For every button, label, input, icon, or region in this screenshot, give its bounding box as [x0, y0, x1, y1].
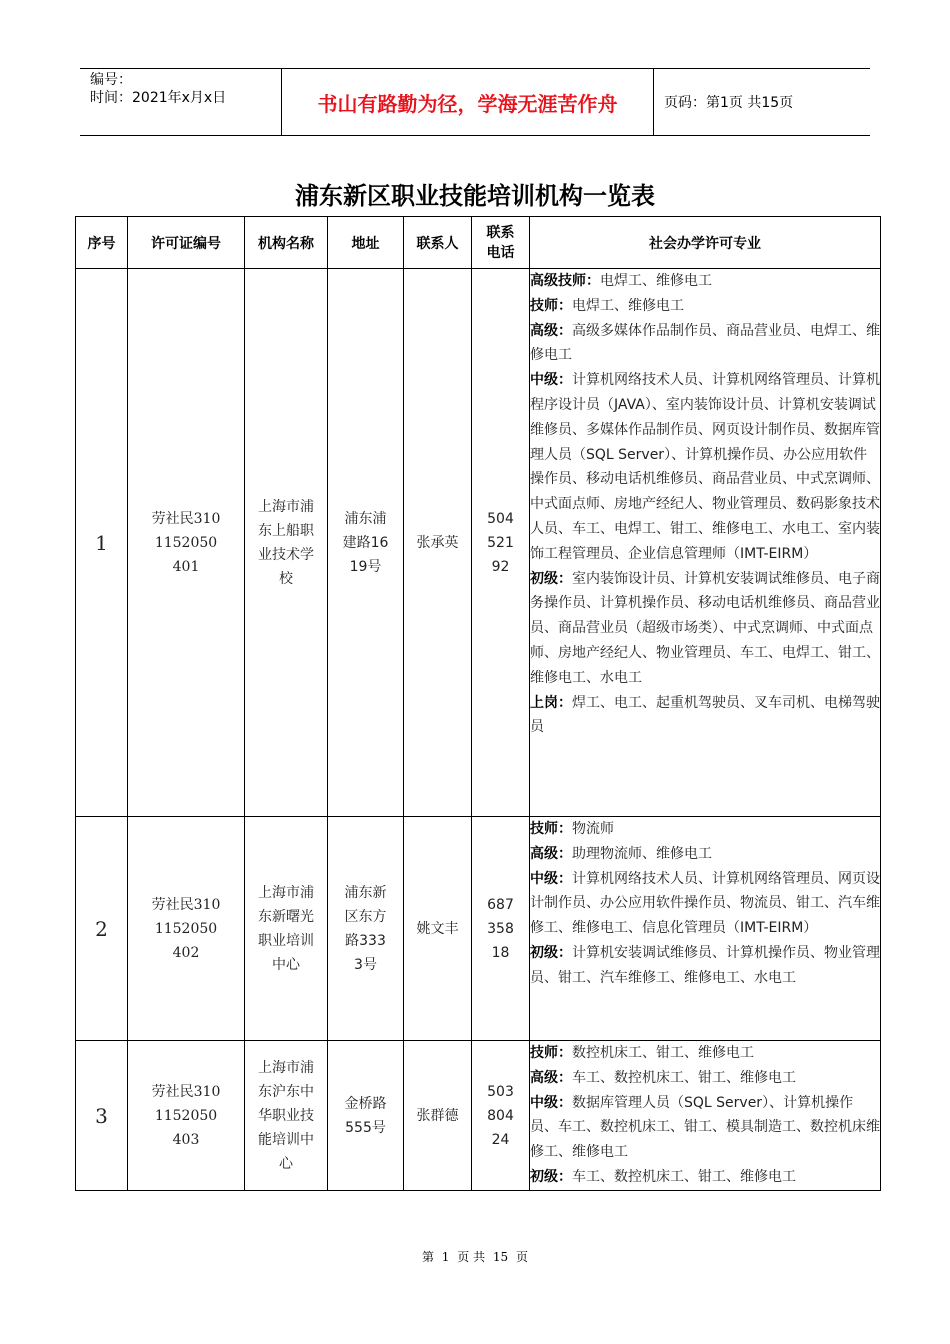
- document-header: [80, 68, 870, 136]
- qual-line: 上岗：焊工、电工、起重机驾驶员、叉车司机、电梯驾驶员: [530, 694, 880, 736]
- qual-line: 高级：车工、数控机床工、钳工、维修电工: [530, 1069, 796, 1086]
- table-row: [76, 269, 881, 817]
- address: 浦东新区东方路3333号: [328, 817, 404, 1041]
- row-index: 3: [76, 1041, 128, 1191]
- col-header-index: 序号: [76, 217, 128, 269]
- license-specialties: [530, 817, 881, 1041]
- col-header-quals: 社会办学许可专业: [530, 217, 881, 269]
- phone-number: 50380424: [472, 1041, 530, 1191]
- contact-person: 张群德: [404, 1041, 472, 1191]
- org-name: 上海市浦东上船职业技术学校: [245, 269, 328, 817]
- table-header-row: [76, 217, 881, 269]
- page-footer: [0, 1248, 950, 1265]
- header-meta: [80, 69, 282, 135]
- col-header-license: 许可证编号: [128, 217, 245, 269]
- row-index: 2: [76, 817, 128, 1041]
- contact-person: 张承英: [404, 269, 472, 817]
- address: 金桥路555号: [328, 1041, 404, 1191]
- license-specialties: [530, 269, 881, 817]
- col-header-phone: [472, 217, 530, 269]
- table-row: [76, 817, 881, 1041]
- license-number: 劳社民3101152050402: [128, 817, 245, 1041]
- license-number: 劳社民3101152050401: [128, 269, 245, 817]
- time-label: 时间：2021年x月x日: [90, 90, 227, 106]
- footer-suffix: 页: [516, 1250, 529, 1264]
- qual-line: 技师：数控机床工、钳工、维修电工: [530, 1045, 754, 1061]
- qual-line: 中级：计算机网络技术人员、计算机网络管理员、计算机程序设计员（JAVA）、室内装饰设计员、计算机安装调试维修员、多媒体作品制作员、网页设计制作员、数据库管理人员（SQL Server）、计算机操作员、办公应用软件操作员、移动电话机维修员、商品营业员、中式烹调师、中式面点师、房地产经纪人、物业管理员、数码影象技术人员、车工、电焊工、钳工、维修电工、水电工、室内装饰工程管理员、企业信息管理师（IMT-EIRM）: [530, 372, 880, 562]
- number-label: 编号：: [90, 72, 132, 88]
- org-name: 上海市浦东新曙光职业培训中心: [245, 817, 328, 1041]
- institution-table: [75, 216, 881, 1191]
- qual-line: 高级：助理物流师、维修电工: [530, 845, 712, 862]
- phone-number: 50452192: [472, 269, 530, 817]
- footer-total-pages: 15: [492, 1250, 509, 1264]
- footer-prefix: 第: [421, 1250, 434, 1264]
- page-title: 浦东新区职业技能培训机构一览表: [295, 181, 655, 210]
- qual-line: 中级：计算机网络技术人员、计算机网络管理员、网页设计制作员、办公应用软件操作员、物流员、钳工、汽车维修工、维修电工、信息化管理员（IMT-EIRM）: [530, 870, 880, 937]
- phone-number: 68735818: [472, 817, 530, 1041]
- qual-line: 初级：车工、数控机床工、钳工、维修电工: [530, 1168, 796, 1185]
- footer-current-page: 1: [441, 1250, 450, 1264]
- footer-middle: 页 共: [457, 1250, 486, 1264]
- header-page-label: 页码：第1页 共15页: [664, 95, 794, 111]
- org-name: 上海市浦东沪东中华职业技能培训中心: [245, 1041, 328, 1191]
- col-header-org: 机构名称: [245, 217, 328, 269]
- header-slogan: 书山有路勤为径，学海无涯苦作舟: [282, 69, 654, 135]
- qual-line: 高级技师：电焊工、维修电工: [530, 273, 712, 289]
- row-index: 1: [76, 269, 128, 817]
- qual-line: 中级：数据库管理人员（SQL Server）、计算机操作员、车工、数控机床工、钳工、模具制造工、数控机床维修工、维修电工: [530, 1094, 880, 1161]
- table-row: [76, 1041, 881, 1191]
- contact-person: 姚文丰: [404, 817, 472, 1041]
- col-header-address: 地址: [328, 217, 404, 269]
- address: 浦东浦建路1619号: [328, 269, 404, 817]
- col-header-contact: 联系人: [404, 217, 472, 269]
- qual-line: 技师：电焊工、维修电工: [530, 297, 684, 314]
- qual-line: 高级：高级多媒体作品制作员、商品营业员、电焊工、维修电工: [530, 322, 880, 364]
- license-specialties: [530, 1041, 881, 1191]
- qual-line: 初级：计算机安装调试维修员、计算机操作员、物业管理员、钳工、汽车维修工、维修电工、水电工: [530, 944, 880, 986]
- license-number: 劳社民3101152050403: [128, 1041, 245, 1191]
- qual-line: 初级：室内装饰设计员、计算机安装调试维修员、电子商务操作员、计算机操作员、移动电话机维修员、商品营业员、商品营业员（超级市场类）、中式烹调师、中式面点师、房地产经纪人、物业管理员、车工、电焊工、钳工、维修电工、水电工: [530, 570, 880, 686]
- phone-header-text: 联系电话: [486, 224, 515, 261]
- qual-line: 技师：物流师: [530, 821, 614, 837]
